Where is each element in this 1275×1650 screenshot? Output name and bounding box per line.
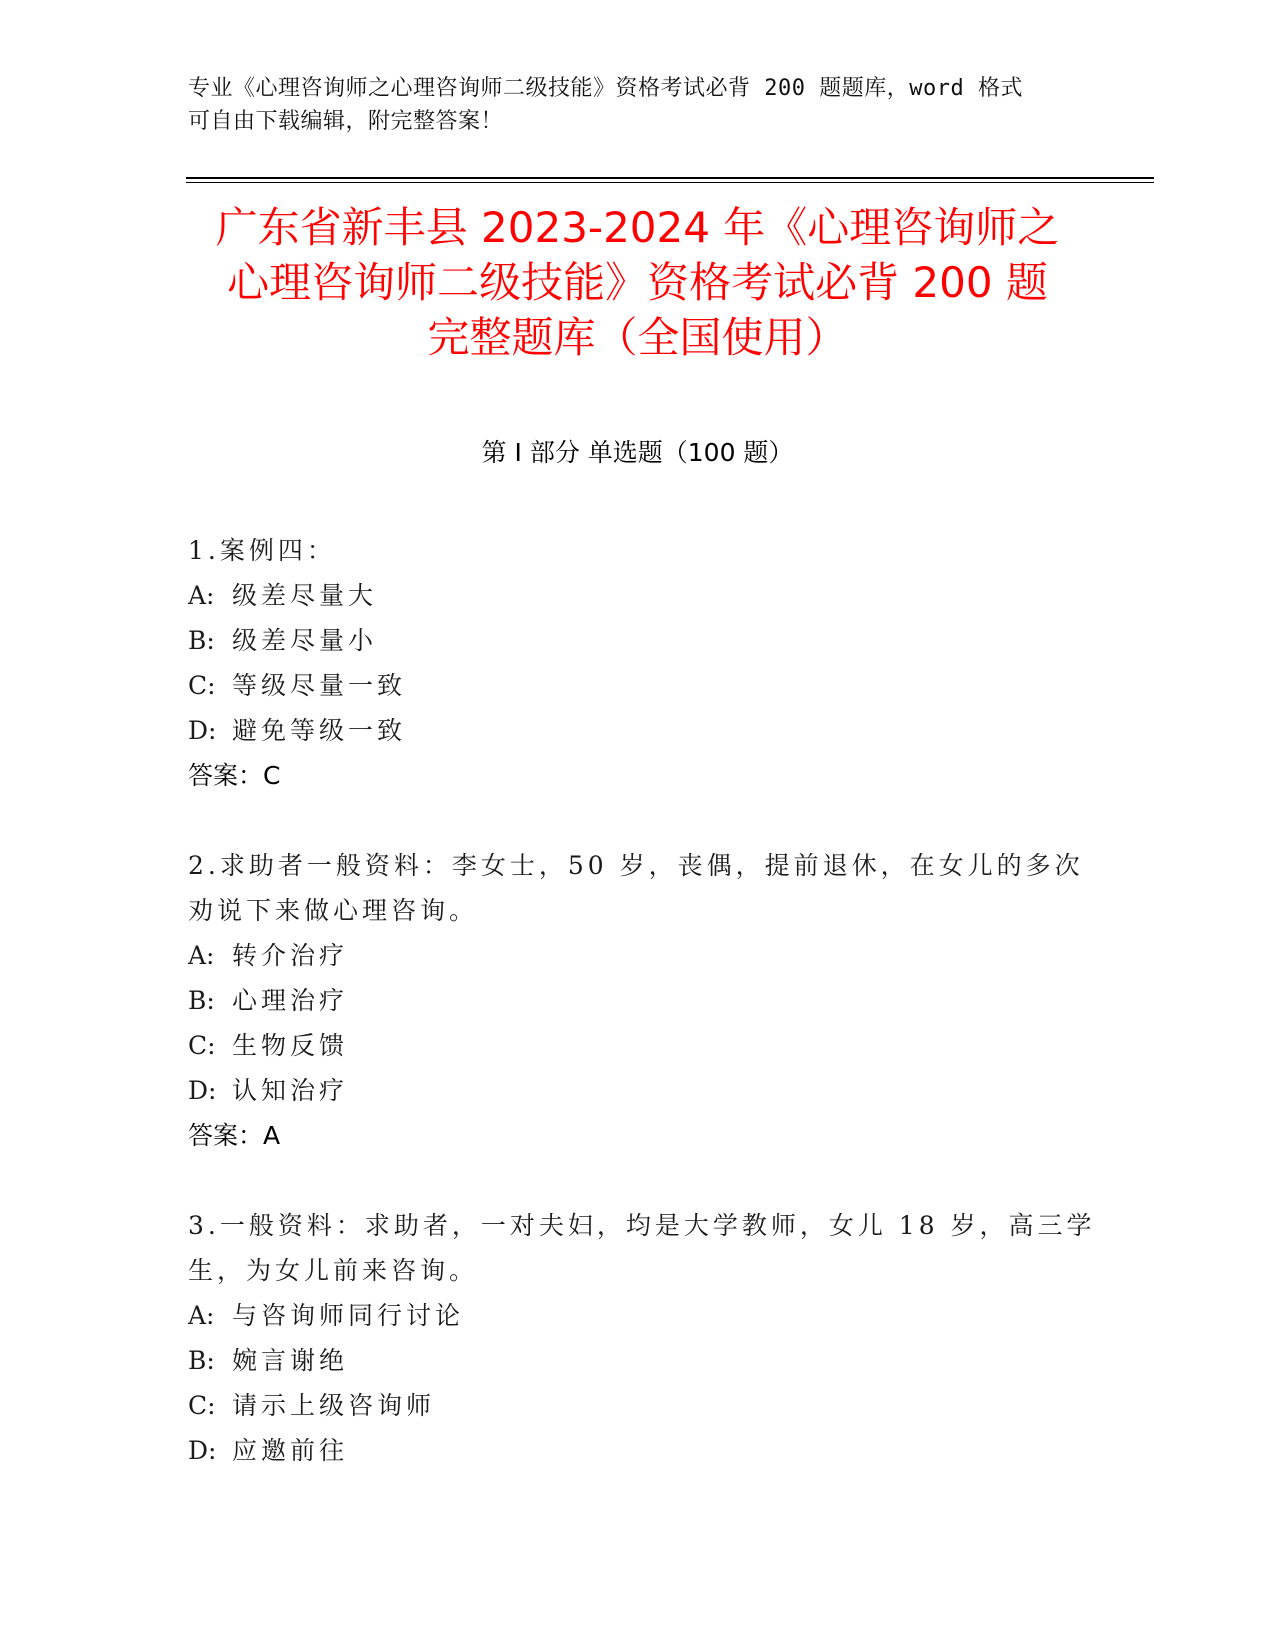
document-title-line-1: 广东省新丰县 2023-2024 年《心理咨询师之: [215, 203, 1060, 252]
header-note-line-1: 专业《心理咨询师之心理咨询师二级技能》资格考试必背 200 题题库，word 格式: [188, 76, 1023, 101]
document-title-line-3: 完整题库（全国使用）: [427, 313, 848, 362]
option-text: 请示上级咨询师: [232, 1391, 436, 1420]
document-title: [150, 200, 1125, 365]
option-text: 生物反馈: [232, 1031, 349, 1060]
option-c: [188, 663, 1088, 708]
option-a: [188, 1293, 1088, 1338]
option-a: [188, 573, 1088, 618]
option-key: C:: [188, 1031, 216, 1060]
question-1: [188, 528, 1088, 798]
option-text: 避免等级一致: [232, 716, 407, 745]
option-c: [188, 1023, 1088, 1068]
option-d: [188, 708, 1088, 753]
option-key: A:: [188, 1301, 215, 1330]
option-key: C:: [188, 1391, 216, 1420]
header-note: [188, 72, 1068, 138]
option-text: 级差尽量大: [232, 581, 378, 610]
answer-line: 答案：A: [188, 1121, 281, 1150]
header-note-line-2: 可自由下载编辑，附完整答案！: [188, 109, 504, 134]
option-key: B:: [188, 626, 215, 655]
spacer: [188, 1158, 1088, 1203]
option-text: 心理治疗: [232, 986, 349, 1015]
option-b: [188, 978, 1088, 1023]
question-2: [188, 843, 1088, 1158]
option-text: 婉言谢绝: [232, 1346, 349, 1375]
option-text: 等级尽量一致: [232, 671, 407, 700]
option-d: [188, 1068, 1088, 1113]
option-key: D:: [188, 1076, 217, 1105]
question-stem-line-2: 劝说下来做心理咨询。: [188, 896, 479, 925]
option-text: 认知治疗: [232, 1076, 349, 1105]
option-text: 级差尽量小: [232, 626, 378, 655]
option-key: A:: [188, 941, 215, 970]
option-text: 与咨询师同行讨论: [232, 1301, 465, 1330]
option-text: 转介治疗: [232, 941, 349, 970]
question-stem-line-2: 生，为女儿前来咨询。: [188, 1256, 479, 1285]
question-stem-line-1: 3.一般资料：求助者，一对夫妇，均是大学教师，女儿 18 岁，高三学: [188, 1211, 1096, 1240]
question-list: [188, 528, 1096, 1473]
option-key: A:: [188, 581, 215, 610]
option-key: C:: [188, 671, 216, 700]
question-stem: 1.案例四：: [188, 536, 336, 565]
option-key: B:: [188, 986, 215, 1015]
question-3: [188, 1203, 1096, 1473]
option-a: [188, 933, 1088, 978]
option-c: [188, 1383, 1088, 1428]
option-key: D:: [188, 716, 217, 745]
section-heading: 第 I 部分 单选题（100 题）: [481, 438, 794, 467]
option-d: [188, 1428, 1088, 1473]
option-key: D:: [188, 1436, 217, 1465]
header-divider-thin: [186, 182, 1154, 183]
answer-line: 答案：C: [188, 761, 281, 790]
header-divider-thick: [186, 177, 1154, 179]
option-b: [188, 618, 1088, 663]
option-key: B:: [188, 1346, 215, 1375]
option-b: [188, 1338, 1088, 1383]
option-text: 应邀前往: [232, 1436, 349, 1465]
document-title-line-2: 心理咨询师二级技能》资格考试必背 200 题: [227, 258, 1048, 307]
spacer: [188, 798, 1088, 843]
question-stem-line-1: 2.求助者一般资料：李女士，50 岁，丧偶，提前退休，在女儿的多次: [188, 851, 1084, 880]
